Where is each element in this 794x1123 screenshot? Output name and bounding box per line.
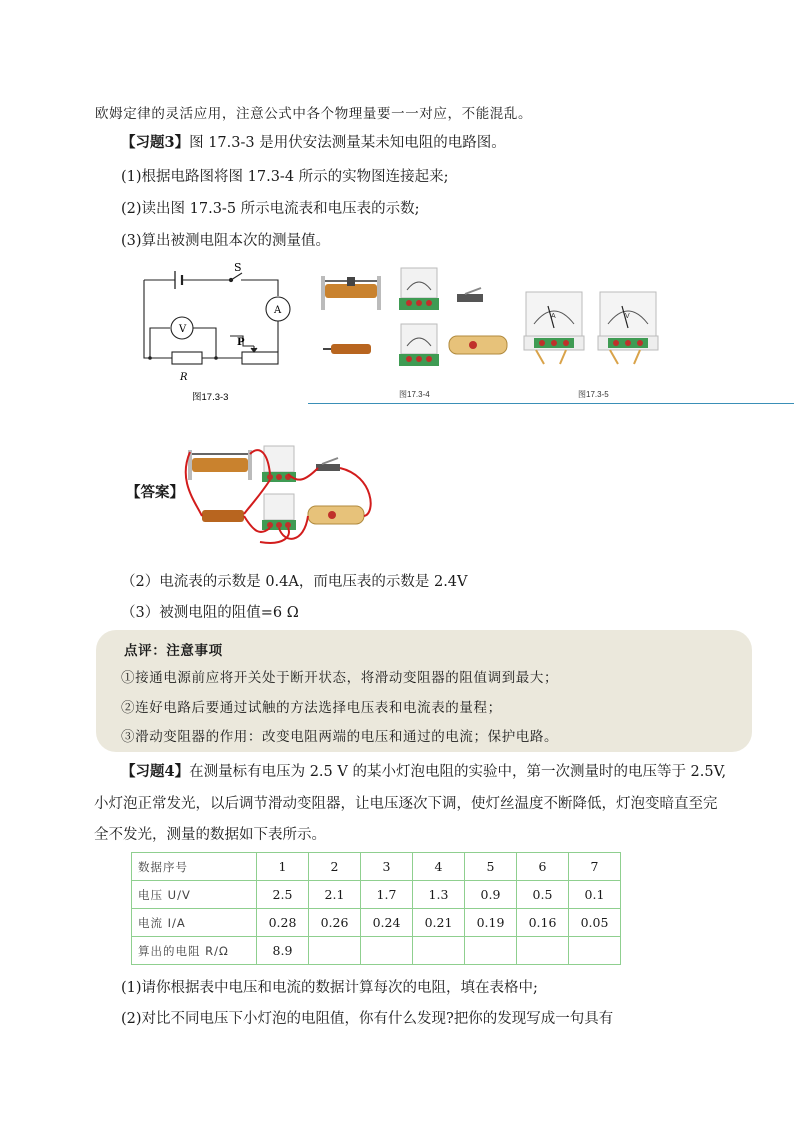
- resistance-row-label: 算出的电阻 R/Ω: [132, 937, 257, 965]
- current-row-label: 电流 I/A: [132, 909, 257, 937]
- exercise-4-q1: (1)请你根据表中电压和电流的数据计算每次的电阻，填在表格中;: [121, 980, 538, 996]
- table-cell: 6: [517, 853, 569, 881]
- table-cell: 8.9: [257, 937, 309, 965]
- table-cell: 1.3: [413, 881, 465, 909]
- table-cell: 0.24: [361, 909, 413, 937]
- table-cell: 1.7: [361, 881, 413, 909]
- exercise-4-line-1: [121, 760, 726, 781]
- meter-icon: [399, 268, 439, 310]
- answer-2: （2）电流表的示数是 0.4A，而电压表的示数是 2.4V: [121, 574, 468, 590]
- apparatus-figure: [315, 264, 515, 404]
- exercise-4-line-2: 小灯泡正常发光，以后调节滑动变阻器，让电压逐次下调，使灯丝温度不断降低，灯泡变暗直至完: [94, 796, 718, 812]
- exercise-3-tag: 【习题3】: [121, 134, 190, 151]
- answer-tag: 【答案】: [126, 484, 184, 501]
- table-cell: 5: [465, 853, 517, 881]
- table-cell: [465, 937, 517, 965]
- meter-icon: [262, 494, 296, 530]
- table-cell: 0.16: [517, 909, 569, 937]
- table-cell: 0.28: [257, 909, 309, 937]
- exercise-4-line-3: 全不发光，测量的数据如下表所示。: [94, 827, 326, 843]
- table-row: [132, 881, 621, 909]
- table-cell: 0.9: [465, 881, 517, 909]
- table-cell: 0.5: [517, 881, 569, 909]
- table-cell: 0.05: [569, 909, 621, 937]
- table-cell: 0.26: [309, 909, 361, 937]
- fig5-caption: 图17.3-5: [578, 390, 609, 399]
- table-cell: 0.1: [569, 881, 621, 909]
- table-cell: 0.21: [413, 909, 465, 937]
- figure-divider: [308, 403, 794, 404]
- table-row: [132, 937, 621, 965]
- table-cell: 2: [309, 853, 361, 881]
- ammeter-icon: [524, 292, 584, 364]
- resistor-icon: [202, 510, 244, 522]
- table-cell: [569, 937, 621, 965]
- meter-icon: [399, 324, 439, 366]
- table-cell: [361, 937, 413, 965]
- exercise-3-text: 图 17.3-3 是用伏安法测量某未知电阻的电路图。: [189, 135, 506, 151]
- answer-3: （3）被测电阻的阻值=6 Ω: [121, 605, 299, 621]
- table-header-label: 数据序号: [132, 853, 257, 881]
- table-cell: 3: [361, 853, 413, 881]
- exercise-4-tag: 【习题4】: [121, 763, 190, 780]
- switch-icon: [316, 458, 340, 471]
- battery-icon: [308, 506, 364, 524]
- table-cell: 2.5: [257, 881, 309, 909]
- rheostat-icon: [188, 450, 252, 480]
- answer-wiring-figure: [184, 440, 380, 552]
- resistor-label: R: [180, 372, 188, 383]
- exercise-3-stem: [121, 131, 506, 152]
- voltmeter-label: V: [179, 324, 187, 335]
- exercise-4-q2: (2)对比不同电压下小灯泡的电阻值，你有什么发现?把你的发现写成一句具有: [121, 1011, 614, 1027]
- table-cell: [309, 937, 361, 965]
- meters-figure: [522, 288, 662, 404]
- ammeter-face-label: A: [551, 313, 556, 320]
- table-cell: 7: [569, 853, 621, 881]
- fig4-caption: 图17.3-4: [399, 390, 430, 399]
- voltage-row-label: 电压 U/V: [132, 881, 257, 909]
- exercise-3-q1: (1)根据电路图将图 17.3-4 所示的实物图连接起来;: [121, 169, 449, 185]
- switch-label: S: [234, 261, 242, 274]
- exercise-3-q2: (2)读出图 17.3-5 所示电流表和电压表的示数;: [121, 201, 420, 217]
- circuit-diagram: [130, 258, 302, 408]
- voltmeter-face-label: V: [625, 313, 630, 320]
- ammeter-label: A: [274, 305, 282, 316]
- resistor-icon: [323, 344, 371, 354]
- text-line-top: 欧姆定律的灵活应用，注意公式中各个物理量要一一对应，不能混乱。: [95, 106, 533, 122]
- table-cell: 1: [257, 853, 309, 881]
- table-row: [132, 909, 621, 937]
- exercise-4-text: 在测量标有电压为 2.5 V 的某小灯泡电阻的实验中，第一次测量时的电压等于 2.5V,: [189, 764, 727, 780]
- table-cell: [517, 937, 569, 965]
- measurement-table: [131, 852, 621, 965]
- switch-icon: [457, 288, 483, 302]
- battery-icon: [449, 336, 507, 354]
- table-cell: 2.1: [309, 881, 361, 909]
- table-cell: 0.19: [465, 909, 517, 937]
- comment-item-3: ③滑动变阻器的作用：改变电阻两端的电压和通过的电流；保护电路。: [121, 729, 559, 745]
- circuit-caption: 图17.3-3: [192, 392, 229, 403]
- exercise-3-q3: (3)算出被测电阻本次的测量值。: [121, 233, 331, 249]
- comment-item-1: ①接通电源前应将开关处于断开状态，将滑动变阻器的阻值调到最大；: [121, 670, 559, 686]
- comment-title: 点评：注意事项: [124, 643, 223, 659]
- voltmeter-icon: [598, 292, 658, 364]
- table-cell: [413, 937, 465, 965]
- comment-item-2: ②连好电路后要通过试触的方法选择电压表和电流表的量程；: [121, 700, 502, 716]
- table-row: [132, 853, 621, 881]
- table-cell: 4: [413, 853, 465, 881]
- slider-label: P: [237, 337, 245, 348]
- rheostat-icon: [321, 276, 381, 310]
